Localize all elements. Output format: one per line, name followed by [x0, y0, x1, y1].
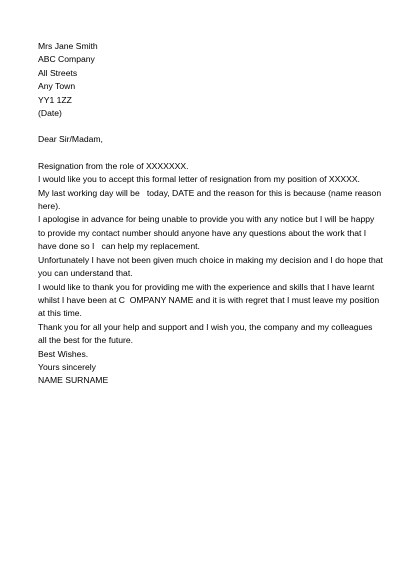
sender-postcode: YY1 1ZZ — [38, 94, 72, 105]
body-line: I would like you to accept this formal letter of resignation from my position of XXXXX. — [38, 174, 360, 185]
spacer — [38, 147, 368, 160]
body-line: My last working day will be today, DATE and the reason for this is because (name reason — [38, 187, 382, 198]
body-line: you can understand that. — [38, 268, 133, 279]
letter-date: (Date) — [38, 108, 62, 119]
body-line: Unfortunately I have not been given much choice in making my decision and I do hope that — [38, 254, 383, 265]
body-line: to provide my contact number should anyone have any questions about the work that I — [38, 227, 367, 238]
body-line: I apologise in advance for being unable to provide you with any notice but I will be happy — [38, 214, 375, 225]
body-line: I would like to thank you for providing me with the experience and skills that I have learnt — [38, 281, 375, 292]
body-line: whilst I have been at C OMPANY NAME and it is with regret that I must leave my position — [38, 294, 380, 305]
body-line: at this time. — [38, 308, 82, 319]
letter-body — [38, 40, 383, 388]
sender-street: All Streets — [38, 67, 78, 78]
spacer — [38, 120, 368, 133]
sender-name: Mrs Jane Smith — [38, 41, 98, 51]
sign-off: Yours sincerely — [38, 361, 96, 372]
salutation: Dear Sir/Madam, — [38, 134, 103, 145]
body-line: Thank you for all your help and support and I wish you, the company and my colleagues — [38, 321, 373, 332]
body-line: here). — [38, 201, 61, 212]
body-line: have done so I can help my replacement. — [38, 241, 200, 252]
sender-company: ABC Company — [38, 54, 95, 65]
body-line: all the best for the future. — [38, 335, 134, 346]
body-line: Resignation from the role of XXXXXXX. — [38, 160, 189, 171]
closing-wishes: Best Wishes. — [38, 348, 89, 359]
signature-name: NAME SURNAME — [38, 375, 109, 386]
sender-town: Any Town — [38, 81, 76, 92]
